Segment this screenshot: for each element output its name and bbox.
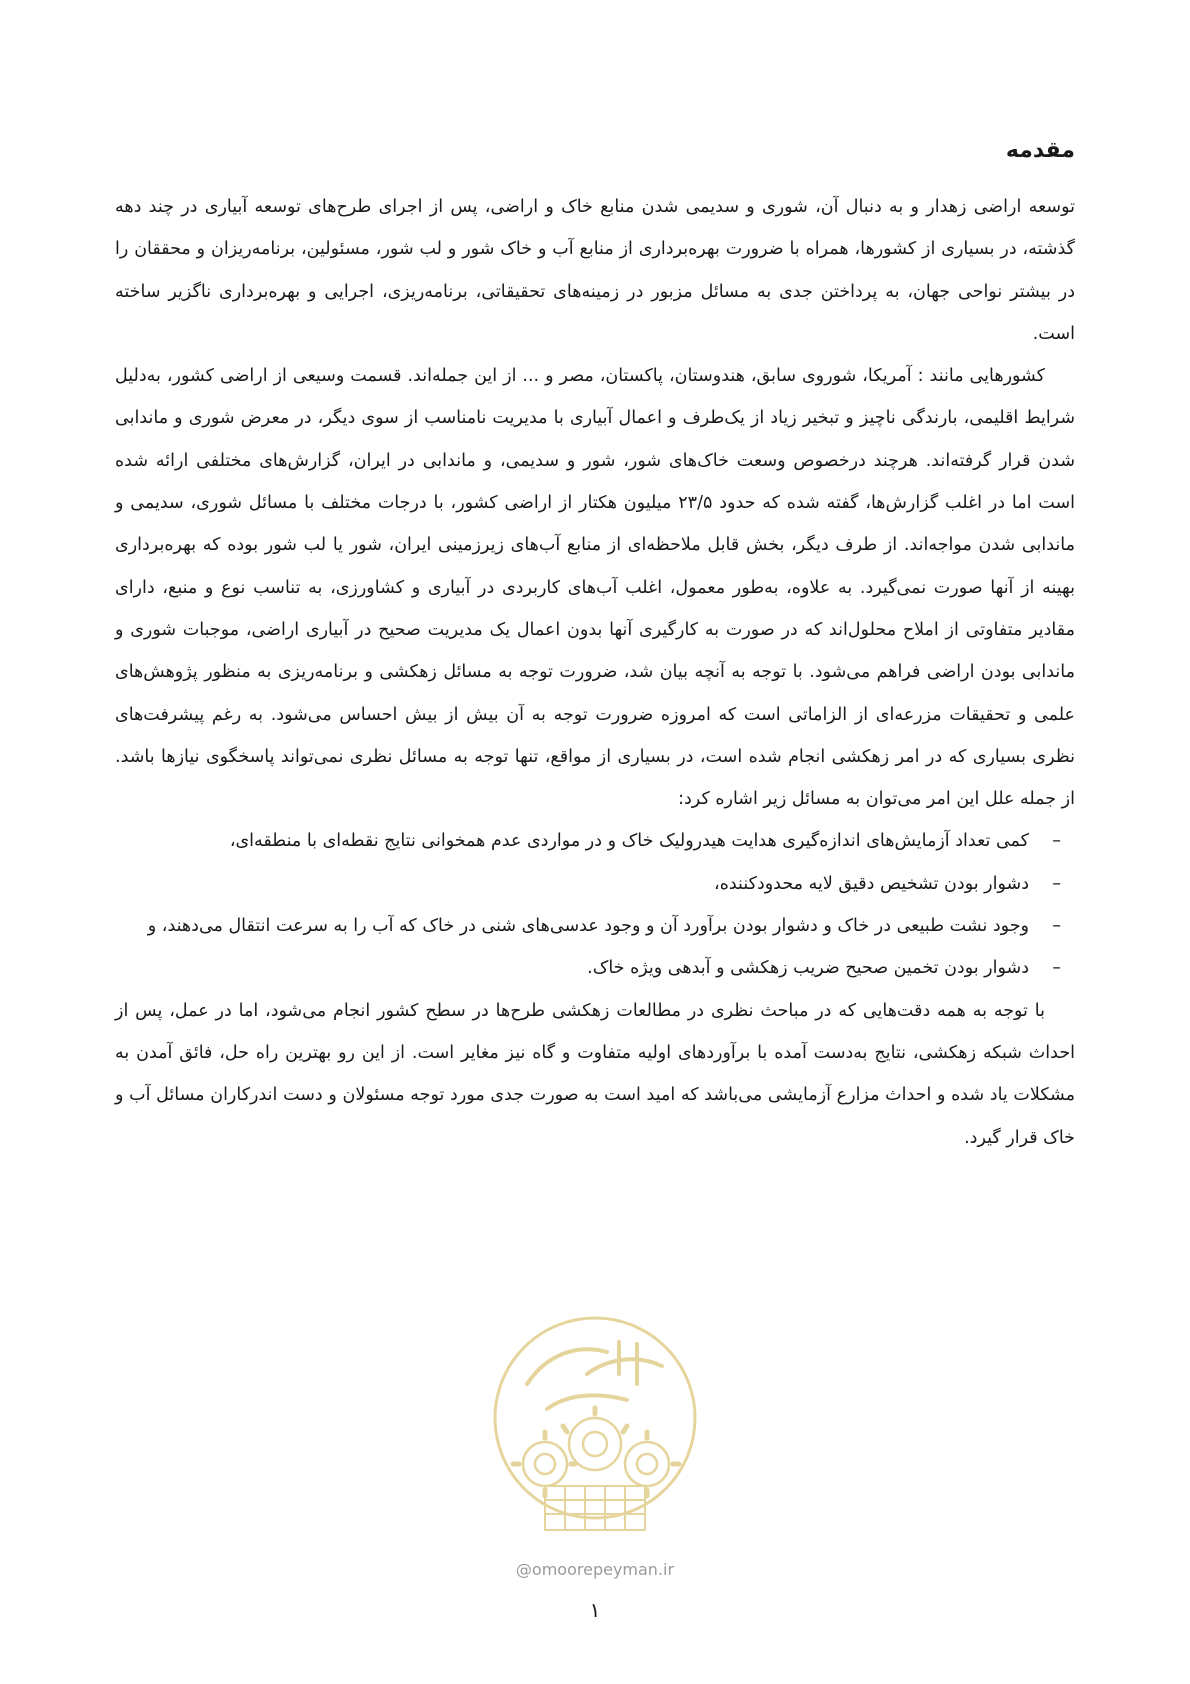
bullet-list bbox=[115, 820, 1075, 989]
bullet-dash: – bbox=[1052, 916, 1061, 937]
watermark-site: @omoorepeyman.ir bbox=[515, 1560, 675, 1579]
paragraph-closing: با توجه به همه دقت‌هایی که در مباحث نظری در مطالعات زهکشی طرح‌ها در سطح کشور انجام می‌شود، اما در عمل، پس از احداث شبکه زهکشی، نتایج به‌دست آمده با برآوردهای اولیه متفاوت و گاه نیز مغایر است. از این رو بهترین راه حل، فائق آمدن به مشکلات یاد شده و احداث مزارع آزمایشی می‌باشد که امید است به صورت جدی مورد توجه مسئولان و دست اندرکاران مسائل آب و خاک قرار گیرد. bbox=[115, 1000, 1075, 1148]
bullet-dash: – bbox=[1052, 958, 1061, 979]
bullet-item bbox=[115, 905, 1075, 947]
bullet-item bbox=[115, 820, 1075, 862]
bullet-dash: – bbox=[1052, 831, 1061, 852]
page-number: ۱ bbox=[589, 1598, 601, 1622]
bullet-item bbox=[115, 863, 1075, 905]
bullet-text: دشوار بودن تخمین صحیح ضریب زهکشی و آبدهی ویژه خاک. bbox=[587, 958, 1029, 979]
paragraph-intro: توسعه اراضی زهدار و به دنبال آن، شوری و سدیمی شدن منابع خاک و اراضی، پس از اجرای طرح‌های توسعه آبیاری در چند دهه گذشته، در بسیاری از کشورها، همراه با ضرورت بهره‌برداری از منابع آب و خاک شور و لب شور، مسئولین، برنامه‌ریزان و محققان را در بیشتر نواحی جهان، به پرداختن جدی به مسائل مزبور در زمینه‌های تحقیقاتی، برنامه‌ریزی، اجرایی و بهره‌برداری ناگزیر ساخته است. bbox=[115, 197, 1075, 344]
bullet-item bbox=[115, 947, 1075, 989]
body-text bbox=[115, 186, 1075, 1159]
bullet-dash: – bbox=[1052, 873, 1061, 894]
bullet-text: دشوار بودن تشخیص دقیق لایه محدودکننده، bbox=[714, 873, 1029, 894]
bullet-text: کمی تعداد آزمایش‌های اندازه‌گیری هدایت هیدرولیک خاک و در مواردی عدم همخوانی نتایج نقطه‌ای با منطقه‌ای، bbox=[229, 831, 1029, 852]
section-heading: مقدمه bbox=[1005, 138, 1075, 163]
watermark-logo-icon bbox=[487, 1314, 703, 1560]
bullet-text: وجود نشت طبیعی در خاک و دشوار بودن برآورد آن و وجود عدسی‌های شنی در خاک که آب را به سرعت انتقال می‌دهند، و bbox=[147, 916, 1029, 937]
paragraph-countries: کشورهایی مانند : آمریکا، شوروی سابق، هندوستان، پاکستان، مصر و ... از این جمله‌اند. قسمت وسیعی از اراضی کشور، به‌دلیل شرایط اقلیمی، بارندگی ناچیز و تبخیر زیاد از یک‌طرف و اعمال آبیاری با مدیریت نامناسب از سوی دیگر، در معرض شوری و ماندابی شدن قرار گرفته‌اند. هرچند درخصوص وسعت خاک‌های شور، شور و سدیمی، و ماندابی در ایران، گزارش‌های مختلفی ارائه شده است اما در اغلب گزارش‌ها، گفته شده که حدود ۲۳/۵ میلیون هکتار از اراضی کشور، با درجات مختلف با مسائل شوری، سدیمی و ماندابی شدن مواجه‌اند. از طرف دیگر، بخش قابل ملاحظه‌ای از منابع آب‌های زیرزمینی ایران، شور یا لب شور بوده که بهره‌برداری بهینه از آنها صورت نمی‌گیرد. به علاوه، به‌طور معمول، اغلب آب‌های کاربردی در آبیاری و کشاورزی، به تناسب نوع و منبع، دارای مقادیر متفاوتی از املاح محلول‌اند که در صورت به کارگیری آنها بدون اعمال یک مدیریت صحیح در آبیاری اراضی، موجبات شوری و ماندابی بودن اراضی فراهم می‌شود. با توجه به آنچه بیان شد، ضرورت توجه به مسائل زهکشی و برنامه‌ریزی به منظور پژوهش‌های علمی و تحقیقات مزرعه‌ای از الزاماتی است که امروزه ضرورت توجه به آن بیش از بیش احساس می‌شود. به رغم پیشرفت‌های نظری بسیاری که در امر زهکشی انجام شده است، در بسیاری از مواقع، تنها توجه به مسائل نظری نمی‌تواند پاسخگوی نیازها باشد. از جمله علل این امر می‌توان به مسائل زیر اشاره کرد: bbox=[115, 366, 1076, 810]
